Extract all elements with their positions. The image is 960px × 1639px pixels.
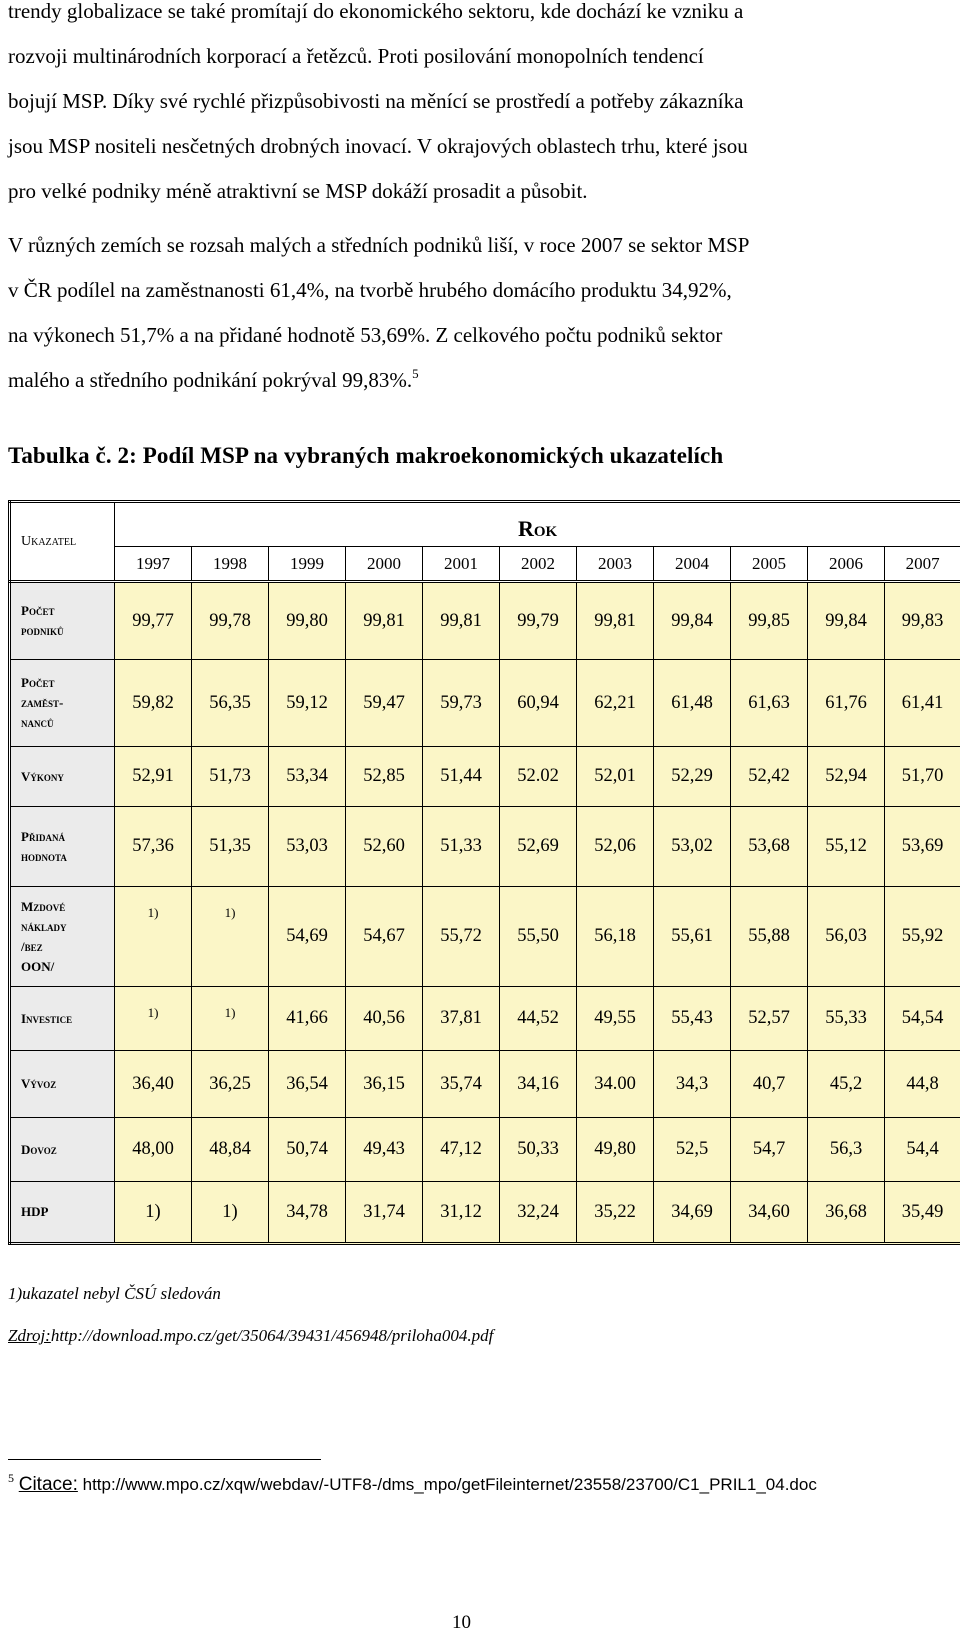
table-row xyxy=(10,1182,960,1244)
table-row xyxy=(10,582,960,660)
table-cell: 49,80 xyxy=(577,1118,654,1182)
row-label xyxy=(10,987,115,1051)
row-label-part: hodnota xyxy=(21,848,67,864)
table-cell: 59,82 xyxy=(115,660,192,747)
table-cell: 59,47 xyxy=(346,660,423,747)
table-cell: 52,91 xyxy=(115,747,192,807)
table-cell: 55,88 xyxy=(731,887,808,987)
year-header: 1997 xyxy=(115,547,192,582)
table-cell: 51,44 xyxy=(423,747,500,807)
table-cell: 48,00 xyxy=(115,1118,192,1182)
header-year: Rok xyxy=(115,502,960,547)
table-cell: 50,74 xyxy=(269,1118,346,1182)
table-cell: 34,69 xyxy=(654,1182,731,1244)
table-cell: 99,84 xyxy=(654,582,731,660)
year-header: 2005 xyxy=(731,547,808,582)
year-header: 2001 xyxy=(423,547,500,582)
footnote-link[interactable]: http://www.mpo.cz/xqw/webdav/-UTF8-/dms_mpo/getFileinternet/23558/23700/C1_PRIL1_04.doc xyxy=(82,1475,817,1494)
year-header: 2007 xyxy=(885,547,960,582)
source-label: Zdroj: xyxy=(8,1326,51,1345)
paragraph-line: bojují MSP. Díky své rychlé přizpůsobivosti na měnící se prostředí a potřeby zákazníka xyxy=(8,89,744,113)
table-cell: 55,12 xyxy=(808,807,885,887)
row-label xyxy=(10,747,115,807)
row-label-part: Počet xyxy=(21,603,55,618)
table-cell: 1) xyxy=(192,987,269,1051)
table-cell: 35,74 xyxy=(423,1051,500,1118)
table-cell: 52,94 xyxy=(808,747,885,807)
table-row xyxy=(10,987,960,1051)
footnote xyxy=(8,1471,817,1496)
table-cell: 61,48 xyxy=(654,660,731,747)
table-cell: 99,81 xyxy=(346,582,423,660)
row-label-part: OON/ xyxy=(21,958,55,974)
source-link[interactable]: http://download.mpo.cz/get/35064/39431/456948/priloha004.pdf xyxy=(50,1326,494,1345)
footnote-label: Citace: xyxy=(18,1474,78,1495)
row-label xyxy=(10,660,115,747)
table-cell: 99,85 xyxy=(731,582,808,660)
table-cell: 31,12 xyxy=(423,1182,500,1244)
table-cell: 56,35 xyxy=(192,660,269,747)
table-row xyxy=(10,1118,960,1182)
row-label-part: podniků xyxy=(21,623,64,638)
table-cell: 40,56 xyxy=(346,987,423,1051)
table-cell: 59,12 xyxy=(269,660,346,747)
table-cell: 61,76 xyxy=(808,660,885,747)
table-cell: 52,85 xyxy=(346,747,423,807)
table-cell: 1) xyxy=(192,887,269,987)
paragraph-line: trendy globalizace se také promítají do ekonomického sektoru, kde dochází ke vzniku a xyxy=(8,0,744,23)
paragraph-line: malého a středního podnikání pokrýval 99,83%. xyxy=(8,368,413,392)
row-label-part: nanců xyxy=(21,715,54,730)
table-cell: 1) xyxy=(115,987,192,1051)
table-cell: 36,40 xyxy=(115,1051,192,1118)
table-row xyxy=(10,747,960,807)
table-row xyxy=(10,660,960,747)
paragraph-1 xyxy=(8,0,960,214)
table-cell: 59,73 xyxy=(423,660,500,747)
table-cell: 36,15 xyxy=(346,1051,423,1118)
header-indicator: Ukazatel xyxy=(10,502,115,582)
table-cell: 34,60 xyxy=(731,1182,808,1244)
table-cell: 99,84 xyxy=(808,582,885,660)
paragraph-line: jsou MSP nositeli nesčetných drobných inovací. V okrajových oblastech trhu, které jsou xyxy=(8,134,748,158)
table-row xyxy=(10,887,960,987)
year-header: 2004 xyxy=(654,547,731,582)
year-header: 1998 xyxy=(192,547,269,582)
paragraph-line: v ČR podílel na zaměstnanosti 61,4%, na tvorbě hrubého domácího produktu 34,92%, xyxy=(8,278,732,302)
table-cell: 99,81 xyxy=(577,582,654,660)
table-cell: 1) xyxy=(115,887,192,987)
table-cell: 55,92 xyxy=(885,887,960,987)
table-cell: 55,43 xyxy=(654,987,731,1051)
table-cell: 32,24 xyxy=(500,1182,577,1244)
table-cell: 99,83 xyxy=(885,582,960,660)
table-cell: 55,50 xyxy=(500,887,577,987)
table-cell: 51,35 xyxy=(192,807,269,887)
paragraph-line: na výkonech 51,7% a na přidané hodnotě 53,69%. Z celkového počtu podniků sektor xyxy=(8,323,723,347)
row-label xyxy=(10,582,115,660)
table-cell: 40,7 xyxy=(731,1051,808,1118)
year-header: 2003 xyxy=(577,547,654,582)
paragraph-line: rozvoji multinárodních korporací a řetězců. Proti posilování monopolních tendencí xyxy=(8,44,704,68)
table-cell: 50,33 xyxy=(500,1118,577,1182)
table-cell: 36,25 xyxy=(192,1051,269,1118)
year-header: 2000 xyxy=(346,547,423,582)
table-cell: 41,66 xyxy=(269,987,346,1051)
table-cell: 52,57 xyxy=(731,987,808,1051)
row-label-part: Investice xyxy=(21,1010,73,1026)
table-cell: 52,5 xyxy=(654,1118,731,1182)
table-cell: 56,03 xyxy=(808,887,885,987)
table-cell: 34,3 xyxy=(654,1051,731,1118)
table-cell: 53,03 xyxy=(269,807,346,887)
table-cell: 35,22 xyxy=(577,1182,654,1244)
table-cell: 34.00 xyxy=(577,1051,654,1118)
table-cell: 99,77 xyxy=(115,582,192,660)
table-cell: 51,70 xyxy=(885,747,960,807)
table-cell: 52.02 xyxy=(500,747,577,807)
table-cell: 56,18 xyxy=(577,887,654,987)
table-cell: 53,69 xyxy=(885,807,960,887)
table-cell: 99,78 xyxy=(192,582,269,660)
row-label-part: HDP xyxy=(21,1204,49,1219)
footnote-reference[interactable]: 5 xyxy=(412,366,419,381)
year-header: 2002 xyxy=(500,547,577,582)
table-cell: 36,54 xyxy=(269,1051,346,1118)
paragraph-2 xyxy=(8,223,960,403)
table-cell: 52,42 xyxy=(731,747,808,807)
table-cell: 61,63 xyxy=(731,660,808,747)
table-cell: 99,81 xyxy=(423,582,500,660)
table-cell: 1) xyxy=(115,1182,192,1244)
row-label xyxy=(10,887,115,987)
page-number: 10 xyxy=(452,1612,471,1633)
table-note: 1)ukazatel nebyl ČSÚ sledován xyxy=(8,1284,221,1303)
table-cell: 48,84 xyxy=(192,1118,269,1182)
table-cell: 49,55 xyxy=(577,987,654,1051)
table-cell: 53,02 xyxy=(654,807,731,887)
table-cell: 55,72 xyxy=(423,887,500,987)
row-label-part: /bez xyxy=(21,938,43,954)
table-cell: 54,4 xyxy=(885,1118,960,1182)
table-cell: 52,01 xyxy=(577,747,654,807)
table-cell: 55,33 xyxy=(808,987,885,1051)
table-cell: 61,41 xyxy=(885,660,960,747)
row-label-part: Vývoz xyxy=(21,1076,57,1091)
paragraph-line: V různých zemích se rozsah malých a středních podniků liší, v roce 2007 se sektor MSP xyxy=(8,233,750,257)
table-cell: 51,33 xyxy=(423,807,500,887)
row-label-part: náklady xyxy=(21,918,67,934)
row-label-part: Dovoz xyxy=(21,1141,57,1157)
table-cell: 57,36 xyxy=(115,807,192,887)
table-cell: 54,69 xyxy=(269,887,346,987)
table-cell: 34,78 xyxy=(269,1182,346,1244)
table-cell: 44,8 xyxy=(885,1051,960,1118)
table-cell: 52,60 xyxy=(346,807,423,887)
table-row xyxy=(10,807,960,887)
row-label-part: Počet xyxy=(21,675,55,690)
table-row xyxy=(10,1051,960,1118)
table-cell: 99,80 xyxy=(269,582,346,660)
table-cell: 53,68 xyxy=(731,807,808,887)
table-cell: 35,49 xyxy=(885,1182,960,1244)
table-cell: 51,73 xyxy=(192,747,269,807)
row-label xyxy=(10,1051,115,1118)
source-line xyxy=(8,1326,493,1346)
footnote-mark: 5 xyxy=(8,1471,14,1485)
table-cell: 49,43 xyxy=(346,1118,423,1182)
table-cell: 55,61 xyxy=(654,887,731,987)
row-label xyxy=(10,1182,115,1244)
year-header: 1999 xyxy=(269,547,346,582)
data-table xyxy=(8,500,960,1245)
row-label-part: zaměst- xyxy=(21,695,64,710)
table-cell: 99,79 xyxy=(500,582,577,660)
table-cell: 34,16 xyxy=(500,1051,577,1118)
row-label-part: Mzdové xyxy=(21,898,66,914)
table-cell: 44,52 xyxy=(500,987,577,1051)
year-header: 2006 xyxy=(808,547,885,582)
table-cell: 54,67 xyxy=(346,887,423,987)
paragraph-line: pro velké podniky méně atraktivní se MSP dokáží prosadit a působit. xyxy=(8,179,588,203)
row-label xyxy=(10,1118,115,1182)
table-cell: 52,06 xyxy=(577,807,654,887)
table-cell: 1) xyxy=(192,1182,269,1244)
row-label xyxy=(10,807,115,887)
row-label-part: Výkony xyxy=(21,768,64,784)
table-cell: 52,69 xyxy=(500,807,577,887)
table-cell: 54,54 xyxy=(885,987,960,1051)
table-cell: 47,12 xyxy=(423,1118,500,1182)
table-cell: 52,29 xyxy=(654,747,731,807)
table-cell: 56,3 xyxy=(808,1118,885,1182)
table-cell: 31,74 xyxy=(346,1182,423,1244)
footnote-separator xyxy=(8,1459,321,1460)
table-cell: 36,68 xyxy=(808,1182,885,1244)
table-caption: Tabulka č. 2: Podíl MSP na vybraných makroekonomických ukazatelích xyxy=(8,443,724,468)
table-cell: 53,34 xyxy=(269,747,346,807)
table-cell: 54,7 xyxy=(731,1118,808,1182)
table-cell: 60,94 xyxy=(500,660,577,747)
row-label-part: Přidaná xyxy=(21,828,65,844)
table-cell: 37,81 xyxy=(423,987,500,1051)
table-cell: 62,21 xyxy=(577,660,654,747)
table-cell: 45,2 xyxy=(808,1051,885,1118)
